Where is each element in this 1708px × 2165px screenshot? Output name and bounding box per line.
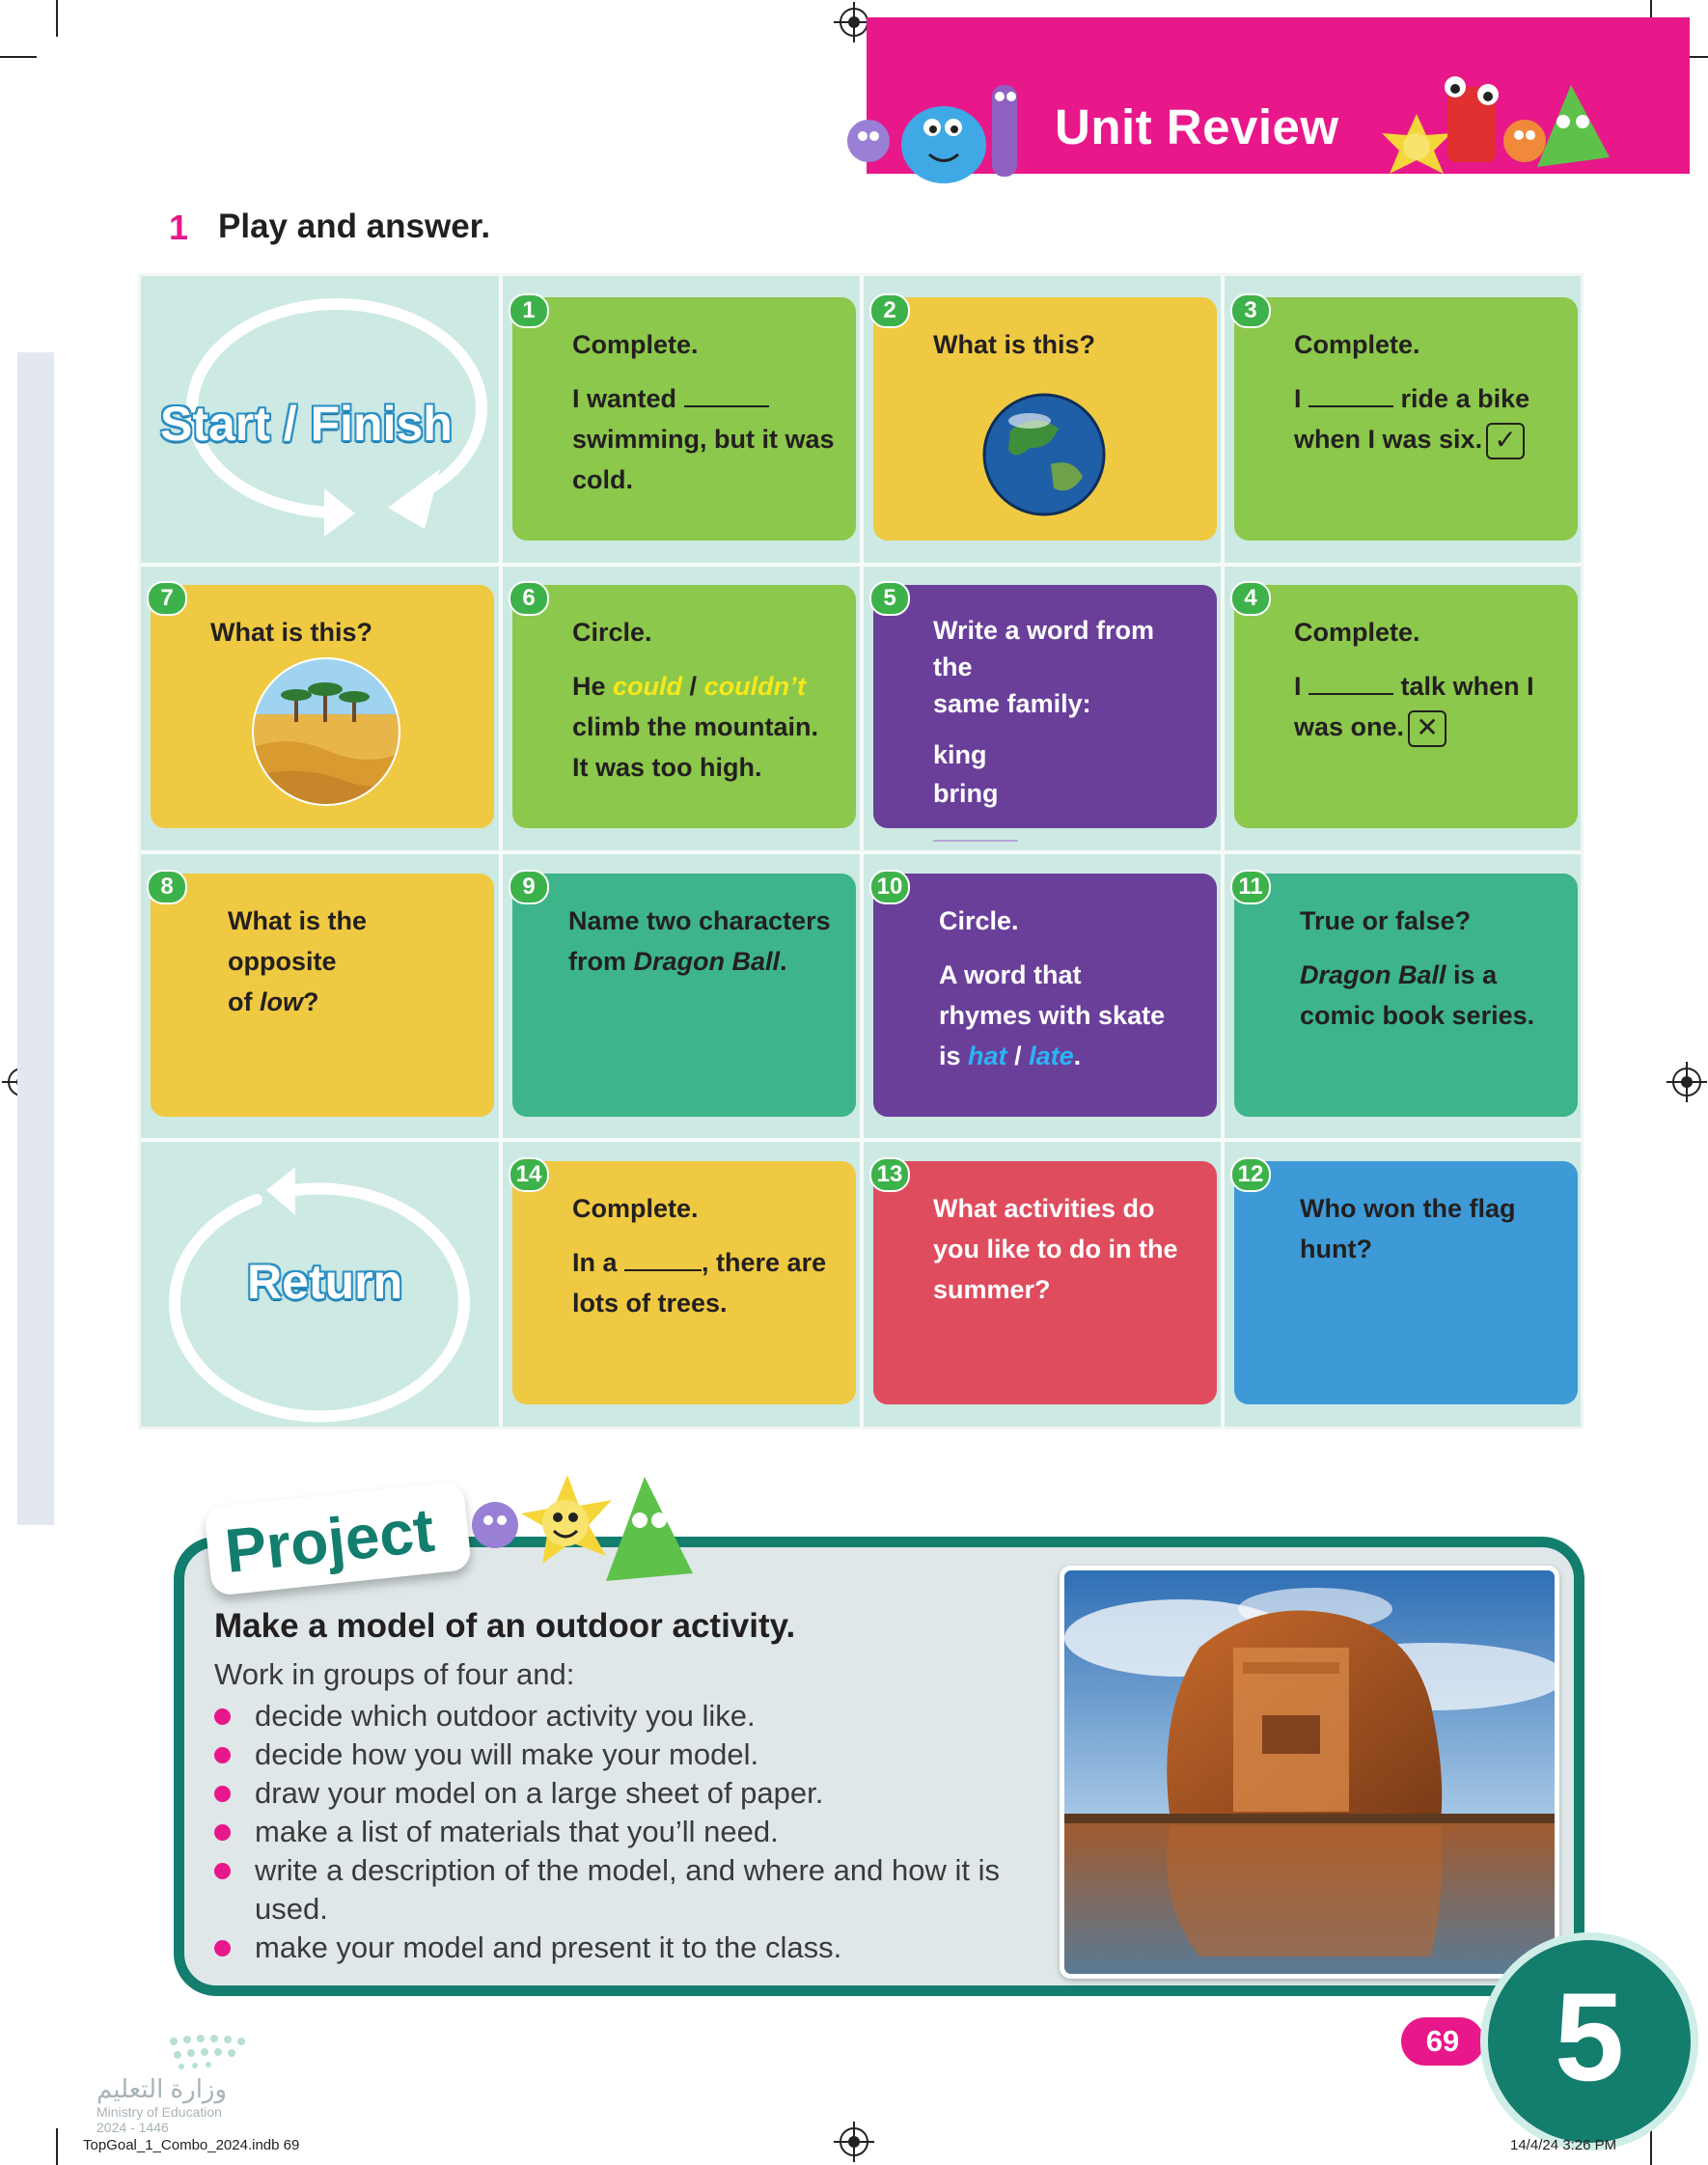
start-finish-square	[141, 276, 499, 563]
instruction: Complete.	[1294, 330, 1420, 359]
question-text: of	[228, 987, 253, 1016]
list-item: draw your model on a large sheet of paper.	[214, 1774, 1063, 1813]
game-board	[138, 273, 1584, 1429]
square-6	[512, 585, 856, 828]
question-text: He	[572, 672, 606, 701]
question-text: talk when I	[1400, 672, 1534, 701]
grid-line	[141, 850, 1581, 854]
crop-mark	[0, 56, 37, 58]
instruction: What is this?	[210, 618, 372, 647]
title-text: Dragon Ball	[1300, 960, 1446, 989]
square-10	[873, 874, 1217, 1117]
square-12	[1234, 1161, 1578, 1404]
square-1	[512, 297, 856, 541]
question-text: was one.	[1294, 712, 1405, 741]
answer-blank	[624, 1248, 702, 1271]
question-text: rhymes with skate	[939, 1001, 1166, 1030]
dots-logo-icon	[164, 2032, 309, 2074]
square-7	[151, 585, 494, 828]
question-text: What is the opposite	[228, 906, 368, 976]
answer-blank	[684, 384, 769, 407]
list-item: write a description of the model, and where and how it is used.	[214, 1851, 1063, 1929]
answer-blank	[1309, 384, 1393, 407]
instruction: Complete.	[1294, 618, 1420, 647]
start-finish-label: Start / Finish	[160, 397, 453, 451]
square-number: 3	[1230, 293, 1271, 328]
question-text: is	[939, 1041, 961, 1070]
square-number: 2	[869, 293, 910, 328]
mascot-group-illustration	[461, 1467, 712, 1593]
square-number: 4	[1230, 581, 1271, 616]
project-heading: Make a model of an outdoor activity.	[214, 1607, 796, 1645]
question-text: comic book series.	[1300, 1001, 1535, 1030]
square-13	[873, 1161, 1217, 1404]
instruction: Circle.	[939, 906, 1019, 935]
question-text: when I was six.	[1294, 425, 1483, 454]
instruction: Complete.	[572, 330, 699, 359]
square-number: 6	[509, 581, 549, 616]
square-number: 7	[147, 581, 187, 616]
option-separator: /	[689, 672, 698, 701]
crop-mark	[56, 2128, 58, 2165]
square-4	[1234, 585, 1578, 828]
question-text: A word that	[939, 960, 1082, 989]
square-number: 12	[1230, 1157, 1271, 1192]
square-2	[873, 297, 1217, 541]
question-text: It was too high.	[572, 753, 762, 782]
question-text: Name two characters	[568, 906, 831, 935]
square-number: 5	[869, 581, 910, 616]
question-text: Who won the flag	[1300, 1194, 1516, 1223]
square-number: 9	[509, 870, 549, 904]
question-text: I	[1294, 384, 1302, 413]
question-text: swimming, but it was	[572, 425, 835, 454]
registration-mark	[840, 2127, 868, 2156]
check-mark-icon: ✓	[1486, 423, 1525, 459]
square-number: 10	[869, 870, 910, 904]
option-hat[interactable]: hat	[968, 1041, 1007, 1070]
title-text: Dragon Ball	[633, 947, 781, 976]
ministry-year: 2024 - 1446	[96, 2120, 169, 2135]
question-text: from	[568, 947, 626, 976]
list-item: decide how you will make your model.	[214, 1735, 1063, 1774]
ministry-english: Ministry of Education	[96, 2104, 222, 2120]
question-text: cold.	[572, 465, 634, 494]
crop-mark	[56, 0, 58, 37]
answer-blank	[1309, 672, 1393, 695]
instruction: same family:	[933, 689, 1091, 718]
square-9	[512, 874, 856, 1117]
earth-globe-image	[981, 392, 1107, 517]
return-label: Return	[247, 1255, 403, 1309]
square-number: 13	[869, 1157, 910, 1192]
answer-blank	[933, 819, 1018, 842]
page-number: 69	[1401, 2017, 1484, 2066]
mascot-characters-illustration	[838, 66, 1696, 196]
instruction: Complete.	[572, 1194, 699, 1223]
ministry-logo	[96, 2032, 309, 2135]
question-keyword: low	[260, 987, 303, 1016]
option-separator: /	[1014, 1041, 1022, 1070]
rock-tomb-image	[1064, 1570, 1555, 1974]
exercise-title: Play and answer.	[218, 208, 491, 245]
square-11	[1234, 874, 1578, 1117]
question-text: hunt?	[1300, 1235, 1372, 1263]
square-8	[151, 874, 494, 1117]
punctuation: ?	[303, 987, 319, 1016]
square-number: 14	[509, 1157, 549, 1192]
option-late[interactable]: late	[1029, 1041, 1074, 1070]
crop-mark	[1650, 2128, 1652, 2165]
list-item: decide which outdoor activity you like.	[214, 1697, 1063, 1735]
question-text: summer?	[933, 1275, 1051, 1304]
square-5	[873, 585, 1217, 828]
cross-mark-icon: ✕	[1408, 710, 1446, 747]
instruction: Write a word from the	[933, 616, 1155, 681]
word: bring	[933, 779, 999, 808]
square-number: 8	[147, 870, 187, 904]
ministry-arabic: وزارة التعليم	[96, 2074, 228, 2103]
question-text: I	[1294, 672, 1302, 701]
question-text: , there are	[702, 1248, 827, 1277]
square-number: 11	[1230, 870, 1271, 904]
option-couldnt[interactable]: couldn’t	[703, 672, 807, 701]
question-text: climb the mountain.	[572, 712, 819, 741]
registration-mark	[1672, 1068, 1701, 1096]
instruction: Circle.	[572, 618, 652, 647]
banner-title: Unit Review	[1055, 99, 1339, 154]
grid-line	[141, 563, 1581, 567]
unit-number-badge: 5	[1488, 1940, 1691, 2143]
desert-image	[251, 656, 401, 807]
square-14	[512, 1161, 856, 1404]
question-text: is a	[1453, 960, 1498, 989]
square-3	[1234, 297, 1578, 541]
option-could[interactable]: could	[613, 672, 683, 701]
punctuation: .	[780, 947, 787, 976]
list-item: make your model and present it to the class.	[214, 1929, 1063, 1967]
instruction: True or false?	[1300, 906, 1472, 935]
punctuation: .	[1073, 1041, 1082, 1070]
return-square	[141, 1140, 499, 1427]
question-text: lots of trees.	[572, 1289, 728, 1318]
question-text: ride a bike	[1400, 384, 1530, 413]
footer-file: TopGoal_1_Combo_2024.indb 69	[83, 2137, 300, 2153]
question-text: I wanted	[572, 384, 677, 413]
registration-mark	[840, 8, 868, 37]
list-item: make a list of materials that you’ll need.	[214, 1813, 1063, 1851]
side-strip	[17, 352, 54, 1525]
project-steps	[214, 1697, 1063, 1967]
project-label-text: Project	[221, 1494, 438, 1587]
question-text: What activities do	[933, 1194, 1155, 1223]
footer-date: 14/4/24 3:26 PM	[1510, 2137, 1617, 2153]
rock-tomb-photo	[1060, 1566, 1559, 1979]
question-text: you like to do in the	[933, 1235, 1178, 1263]
word: king	[933, 740, 987, 769]
exercise-number: 1	[169, 208, 189, 247]
instruction: What is this?	[933, 330, 1095, 359]
question-text: In a	[572, 1248, 618, 1277]
square-number: 1	[509, 293, 549, 328]
project-intro: Work in groups of four and:	[214, 1657, 575, 1691]
